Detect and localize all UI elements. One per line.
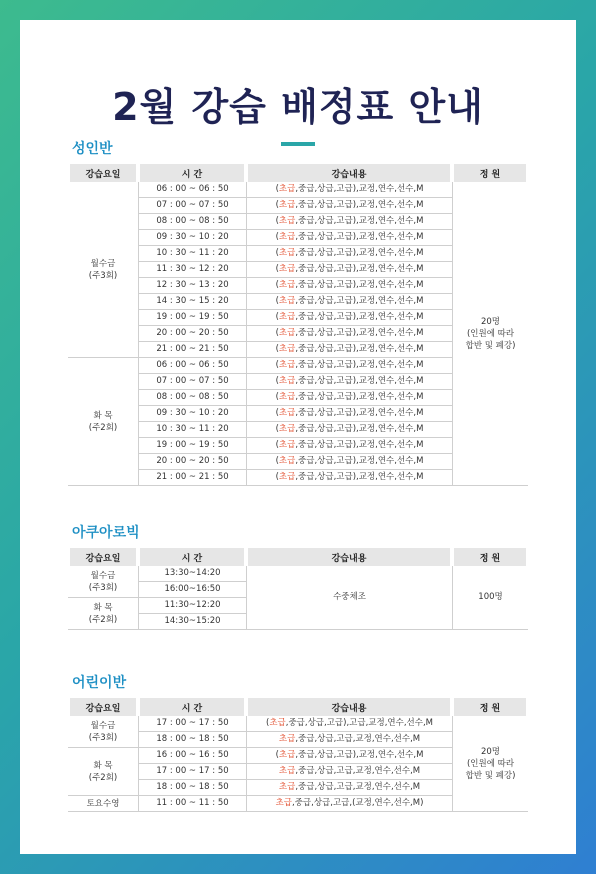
capacity-cell: 100명 <box>452 566 528 630</box>
table-header-row <box>68 698 528 716</box>
content-levels: ,중급,상급,고급),고급,교정,연수,선수,M <box>285 718 433 728</box>
content-bracket: ( <box>275 376 279 386</box>
time-cell: 09 : 30 ~ 10 : 20 <box>138 230 246 246</box>
content-bracket: ( <box>275 328 279 338</box>
content-cell <box>246 294 452 310</box>
content-bracket: ( <box>275 392 279 402</box>
content-level-beginner: 초급 <box>278 424 296 434</box>
content-level-beginner: 초급 <box>278 782 296 792</box>
content-level-beginner: 초급 <box>278 200 296 210</box>
time-cell: 10 : 30 ~ 11 : 20 <box>138 246 246 262</box>
table-header-row <box>68 548 528 566</box>
content-bracket: ( <box>275 264 279 274</box>
table-row <box>68 182 528 198</box>
capacity-count: 20명 <box>480 746 501 757</box>
content-cell <box>246 374 452 390</box>
day-cell <box>68 748 138 796</box>
time-cell: 13:30~14:20 <box>138 566 246 582</box>
content-bracket: ( <box>275 408 279 418</box>
time-cell: 10 : 30 ~ 11 : 20 <box>138 422 246 438</box>
header-capacity: 정 원 <box>452 164 528 182</box>
content-levels: ,중급,상급,고급),교정,연수,선수,M <box>295 216 424 226</box>
content-levels: ,중급,상급,고급),교정,연수,선수,M <box>295 392 424 402</box>
time-cell: 21 : 00 ~ 21 : 50 <box>138 470 246 486</box>
content-levels: ,중급,상급,고급),교정,연수,선수,M <box>295 248 424 258</box>
content-level-beginner: 초급 <box>278 264 296 274</box>
content-level-beginner: 초급 <box>278 750 296 760</box>
content-bracket: ( <box>275 200 279 210</box>
header-content: 강습내용 <box>246 164 452 182</box>
content-cell <box>246 748 452 764</box>
content-cell <box>246 422 452 438</box>
content-cell <box>246 454 452 470</box>
content-cell <box>246 780 452 796</box>
content-cell <box>246 732 452 748</box>
header-time: 시 간 <box>138 698 246 716</box>
time-cell: 14:30~15:20 <box>138 614 246 630</box>
content-level-beginner: 초급 <box>278 456 296 466</box>
day-frequency: (주3회) <box>88 732 118 743</box>
content-bracket: ( <box>275 456 279 466</box>
capacity-note: (인원에 따라 <box>466 328 515 339</box>
content-level-beginner: 초급 <box>278 472 296 482</box>
header-time: 시 간 <box>138 164 246 182</box>
content-level-beginner: 초급 <box>275 798 292 808</box>
content-cell <box>246 764 452 780</box>
content-levels: ,중급,상급,고급,교정,연수,선수,M <box>295 782 421 792</box>
title-underline <box>281 142 315 146</box>
time-cell: 08 : 00 ~ 08 : 50 <box>138 390 246 406</box>
content-cell <box>246 406 452 422</box>
content-level-beginner: 초급 <box>278 248 296 258</box>
content-levels: ,중급,상급,고급),교정,연수,선수,M <box>295 312 424 322</box>
time-cell: 16 : 00 ~ 16 : 50 <box>138 748 246 764</box>
content-cell <box>246 182 452 198</box>
kids-schedule-table <box>68 698 528 812</box>
header-content: 강습내용 <box>246 548 452 566</box>
content-bracket: ( <box>275 312 279 322</box>
time-cell: 07 : 00 ~ 07 : 50 <box>138 198 246 214</box>
content-cell <box>246 262 452 278</box>
time-cell: 20 : 00 ~ 20 : 50 <box>138 454 246 470</box>
time-cell: 17 : 00 ~ 17 : 50 <box>138 716 246 732</box>
content-level-beginner: 초급 <box>278 280 296 290</box>
content-cell <box>246 230 452 246</box>
content-bracket: ( <box>275 216 279 226</box>
time-cell: 21 : 00 ~ 21 : 50 <box>138 342 246 358</box>
content-level-beginner: 초급 <box>278 296 296 306</box>
content-levels: ,중급,상급,고급),교정,연수,선수,M <box>295 344 424 354</box>
content-levels: ,중급,상급,고급),교정,연수,선수,M <box>295 232 424 242</box>
time-cell: 20 : 00 ~ 20 : 50 <box>138 326 246 342</box>
content-level-beginner: 초급 <box>278 734 296 744</box>
content-level-beginner: 초급 <box>278 408 296 418</box>
day-frequency: (주3회) <box>88 270 118 281</box>
content-level-beginner: 초급 <box>278 360 296 370</box>
time-cell: 06 : 00 ~ 06 : 50 <box>138 182 246 198</box>
time-cell: 09 : 30 ~ 10 : 20 <box>138 406 246 422</box>
day-label: 화 목 <box>93 602 113 613</box>
content-bracket: ( <box>275 750 279 760</box>
content-level-beginner: 초급 <box>278 312 296 322</box>
day-label: 화 목 <box>93 760 113 771</box>
content-bracket: ( <box>275 248 279 258</box>
capacity-cell <box>452 182 528 486</box>
time-cell: 16:00~16:50 <box>138 582 246 598</box>
content-levels: ,중급,상급,고급),교정,연수,선수,M <box>295 200 424 210</box>
content-bracket: ( <box>275 232 279 242</box>
day-cell <box>68 358 138 486</box>
content-levels: ,중급,상급,고급),교정,연수,선수,M <box>295 184 424 194</box>
table-row <box>68 566 528 582</box>
day-cell <box>68 716 138 748</box>
time-cell: 14 : 30 ~ 15 : 20 <box>138 294 246 310</box>
content-level-beginner: 초급 <box>278 392 296 402</box>
section-title-adult: 성인반 <box>72 141 113 157</box>
capacity-count: 20명 <box>480 316 501 327</box>
time-cell: 19 : 00 ~ 19 : 50 <box>138 438 246 454</box>
time-cell: 11:30~12:20 <box>138 598 246 614</box>
content-bracket: ( <box>266 718 270 728</box>
content-level-beginner: 초급 <box>278 766 296 776</box>
content-cell <box>246 214 452 230</box>
header-content: 강습내용 <box>246 698 452 716</box>
content-cell <box>246 390 452 406</box>
content-levels: ,중급,상급,고급),교정,연수,선수,M <box>295 424 424 434</box>
content-cell: 수중체조 <box>246 566 452 630</box>
content-level-beginner: 초급 <box>278 328 296 338</box>
table-header-row <box>68 164 528 182</box>
content-cell <box>246 310 452 326</box>
time-cell: 11 : 30 ~ 12 : 20 <box>138 262 246 278</box>
content-bracket: ( <box>275 296 279 306</box>
adult-schedule-table <box>68 164 528 486</box>
day-cell <box>68 566 138 598</box>
content-cell <box>246 470 452 486</box>
header-time: 시 간 <box>138 548 246 566</box>
content-level-beginner: 초급 <box>278 216 296 226</box>
content-bracket: ( <box>275 472 279 482</box>
content-cell <box>246 796 452 812</box>
content-level-beginner: 초급 <box>269 718 286 728</box>
content-cell <box>246 326 452 342</box>
page-title: 2월 강습 배정표 안내 <box>112 85 484 129</box>
day-cell <box>68 796 138 812</box>
content-cell <box>246 716 452 732</box>
header-capacity: 정 원 <box>452 698 528 716</box>
aqua-schedule-table <box>68 548 528 630</box>
content-bracket: ( <box>275 424 279 434</box>
capacity-note: 합반 및 폐강) <box>465 770 516 781</box>
header-day: 강습요일 <box>68 164 138 182</box>
content-cell <box>246 342 452 358</box>
content-level-beginner: 초급 <box>278 184 296 194</box>
content-cell <box>246 358 452 374</box>
section-title-aqua: 아쿠아로빅 <box>72 525 140 541</box>
content-bracket: ( <box>275 184 279 194</box>
content-levels: ,중급,상급,고급,(교정,연수,선수,M) <box>292 798 424 808</box>
day-label: 월수금 <box>90 258 116 269</box>
header-day: 강습요일 <box>68 698 138 716</box>
content-levels: ,중급,상급,고급),교정,연수,선수,M <box>295 360 424 370</box>
day-frequency: (주2회) <box>88 772 118 783</box>
header-day: 강습요일 <box>68 548 138 566</box>
content-cell <box>246 438 452 454</box>
day-cell <box>68 182 138 358</box>
content-bracket: ( <box>275 344 279 354</box>
capacity-note: (인원에 따라 <box>466 758 515 769</box>
content-levels: ,중급,상급,고급),교정,연수,선수,M <box>295 472 424 482</box>
header-capacity: 정 원 <box>452 548 528 566</box>
time-cell: 11 : 00 ~ 11 : 50 <box>138 796 246 812</box>
notice-sheet <box>20 20 576 854</box>
content-levels: ,중급,상급,고급),교정,연수,선수,M <box>295 750 424 760</box>
day-frequency: (주2회) <box>88 422 118 433</box>
content-level-beginner: 초급 <box>278 440 296 450</box>
content-level-beginner: 초급 <box>278 232 296 242</box>
content-bracket: ( <box>275 360 279 370</box>
day-label: 월수금 <box>90 720 116 731</box>
table-row <box>68 716 528 732</box>
content-bracket: ( <box>275 440 279 450</box>
time-cell: 06 : 00 ~ 06 : 50 <box>138 358 246 374</box>
content-level-beginner: 초급 <box>278 376 296 386</box>
capacity-cell <box>452 716 528 812</box>
content-levels: ,중급,상급,고급),교정,연수,선수,M <box>295 440 424 450</box>
content-levels: ,중급,상급,고급),교정,연수,선수,M <box>295 264 424 274</box>
day-label: 토요수영 <box>86 798 120 809</box>
content-levels: ,중급,상급,고급,교정,연수,선수,M <box>295 734 421 744</box>
time-cell: 17 : 00 ~ 17 : 50 <box>138 764 246 780</box>
day-frequency: (주2회) <box>88 614 118 625</box>
content-levels: ,중급,상급,고급),교정,연수,선수,M <box>295 280 424 290</box>
content-bracket: ( <box>275 280 279 290</box>
time-cell: 12 : 30 ~ 13 : 20 <box>138 278 246 294</box>
content-level-beginner: 초급 <box>278 344 296 354</box>
time-cell: 08 : 00 ~ 08 : 50 <box>138 214 246 230</box>
capacity-note: 합반 및 폐강) <box>465 340 516 351</box>
content-cell <box>246 198 452 214</box>
content-levels: ,중급,상급,고급),교정,연수,선수,M <box>295 456 424 466</box>
content-cell <box>246 246 452 262</box>
content-levels: ,중급,상급,고급),교정,연수,선수,M <box>295 296 424 306</box>
content-levels: ,중급,상급,고급,교정,연수,선수,M <box>295 766 421 776</box>
section-title-kids: 어린이반 <box>72 675 127 691</box>
content-levels: ,중급,상급,고급),교정,연수,선수,M <box>295 376 424 386</box>
content-levels: ,중급,상급,고급),교정,연수,선수,M <box>295 408 424 418</box>
day-frequency: (주3회) <box>88 582 118 593</box>
time-cell: 18 : 00 ~ 18 : 50 <box>138 732 246 748</box>
content-levels: ,중급,상급,고급),교정,연수,선수,M <box>295 328 424 338</box>
day-cell <box>68 598 138 630</box>
time-cell: 19 : 00 ~ 19 : 50 <box>138 310 246 326</box>
time-cell: 18 : 00 ~ 18 : 50 <box>138 780 246 796</box>
day-label: 화 목 <box>93 410 113 421</box>
time-cell: 07 : 00 ~ 07 : 50 <box>138 374 246 390</box>
day-label: 월수금 <box>90 570 116 581</box>
content-cell <box>246 278 452 294</box>
